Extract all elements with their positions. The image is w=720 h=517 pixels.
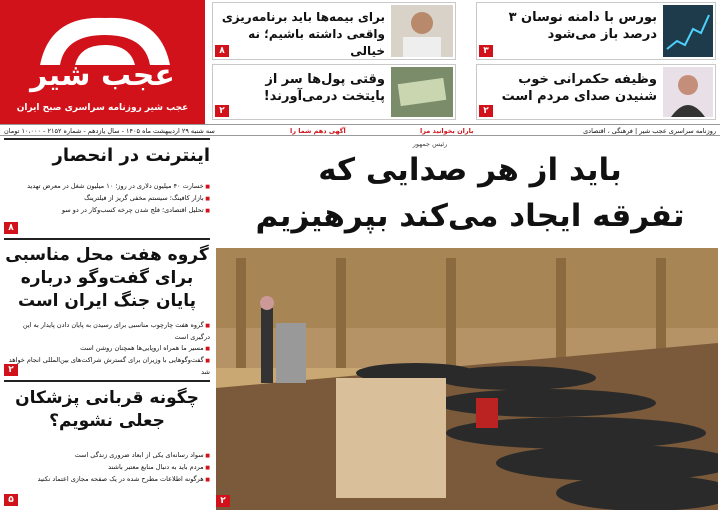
teaser-image-portrait bbox=[391, 5, 453, 57]
teaser-image-money bbox=[391, 67, 453, 117]
main-headline-line-2[interactable]: تفرقه ایجاد می‌کند بپرهیزیم bbox=[255, 198, 685, 234]
bullet-item: ■ بازار کافینگ؛ سیستم مخفی گریز از فیلترینگ bbox=[4, 193, 210, 205]
main-headline-line-1[interactable]: باید از هر صدایی که bbox=[318, 152, 622, 188]
teaser-image-stock-chart bbox=[663, 5, 713, 57]
slogan: باران بخوانید مرا bbox=[420, 127, 474, 135]
page-number-badge: ۲ bbox=[479, 105, 493, 117]
side-story-2-bullets bbox=[4, 320, 210, 378]
side-divider bbox=[4, 138, 210, 140]
page-number-badge: ۲ bbox=[4, 364, 18, 376]
page-number-badge: ۲ bbox=[216, 495, 230, 507]
page-number-badge: ۵ bbox=[4, 494, 18, 506]
teaser-box-2[interactable] bbox=[212, 2, 456, 60]
side-story-3-headline[interactable]: چگونه قربانی پزشکان جعلی نشویم؟ bbox=[15, 388, 199, 431]
bullet-item: ■ هرگونه اطلاعات مطرح شده در یک صفحه مجازی اعتماد نکنید bbox=[4, 474, 210, 486]
teaser-box-3[interactable] bbox=[476, 64, 716, 120]
dateline-bar bbox=[0, 124, 720, 136]
bullet-item: ■ گروه هفت چارچوب مناسبی برای رسیدن به پایان دادن پایدار به این درگیری است bbox=[4, 320, 210, 343]
teaser-box-4[interactable] bbox=[212, 64, 456, 120]
bullet-item: ■ مردم باید به دنبال منابع معتبر باشند bbox=[4, 462, 210, 474]
side-story-2-headline[interactable]: گروه هفت محل مناسبی برای گفت‌وگو درباره پایان جنگ ایران است bbox=[5, 245, 209, 311]
masthead-logo bbox=[0, 0, 205, 125]
side-story-3-bullets bbox=[4, 450, 210, 486]
main-kicker: رئیس جمهور bbox=[412, 140, 448, 148]
side-divider bbox=[4, 238, 210, 240]
bullet-item: ■ گفت‌وگو‌هایی با وزیران برای گسترش شراکت‌های بین‌المللی انجام خواهد شد bbox=[4, 355, 210, 378]
teaser-text: بورس با دامنه نوسان ۳ درصد باز می‌شود bbox=[508, 10, 657, 42]
teaser-text: وقتی پول‌ها سر از پایتخت درمی‌آورند! bbox=[263, 72, 385, 104]
page-number-badge: ۸ bbox=[215, 45, 229, 57]
dateline: سه شنبه ۲۹ اردیبهشت ماه ۱۴۰۵ - سال یازدهم - شماره ۲۱۵۲ - ۱۰،۰۰۰ تومان bbox=[4, 127, 215, 135]
page-number-badge: ۸ bbox=[4, 222, 18, 234]
slogan: آگهی دهم شما را bbox=[290, 127, 346, 135]
teaser-box-1[interactable] bbox=[476, 2, 716, 60]
bullet-item: ■ سواد رسانه‌ای یکی از ابعاد ضروری زندگی است bbox=[4, 450, 210, 462]
masthead-subtitle: عجب شیر روزنامه سراسری صبح ایران bbox=[16, 103, 189, 113]
bullet-item: ■ خسارت ۴۰ میلیون دلاری در روز؛ ۱۰ میلیون شغل در معرض تهدید bbox=[4, 181, 210, 193]
side-story-1-headline[interactable]: اینترنت در انحصار bbox=[52, 145, 210, 166]
page-number-badge: ۳ bbox=[479, 45, 493, 57]
logo-wordmark: عجب شیر bbox=[30, 58, 175, 93]
main-photo-conference-hall bbox=[216, 248, 718, 510]
bullet-item: ■ مسیر ما همراه اروپایی‌ها همچنان روشن است bbox=[4, 343, 210, 355]
bullet-item: ■ تحلیل اقتصادی؛ فلج شدن چرخه کسب‌وکار در دو سو bbox=[4, 205, 210, 217]
paper-note: روزنامه سراسری عجب شیر | فرهنگی ، اقتصادی bbox=[583, 127, 716, 135]
teaser-text: برای بیمه‌ها باید برنامه‌ریزی واقعی داشته باشیم؛ نه خیالی bbox=[221, 10, 385, 58]
teaser-text: وظیفه حکمرانی خوب شنیدن صدای مردم است bbox=[501, 72, 657, 104]
side-story-1-bullets bbox=[4, 181, 210, 217]
side-divider bbox=[4, 380, 210, 382]
page-number-badge: ۲ bbox=[215, 105, 229, 117]
teaser-image-portrait bbox=[663, 67, 713, 117]
